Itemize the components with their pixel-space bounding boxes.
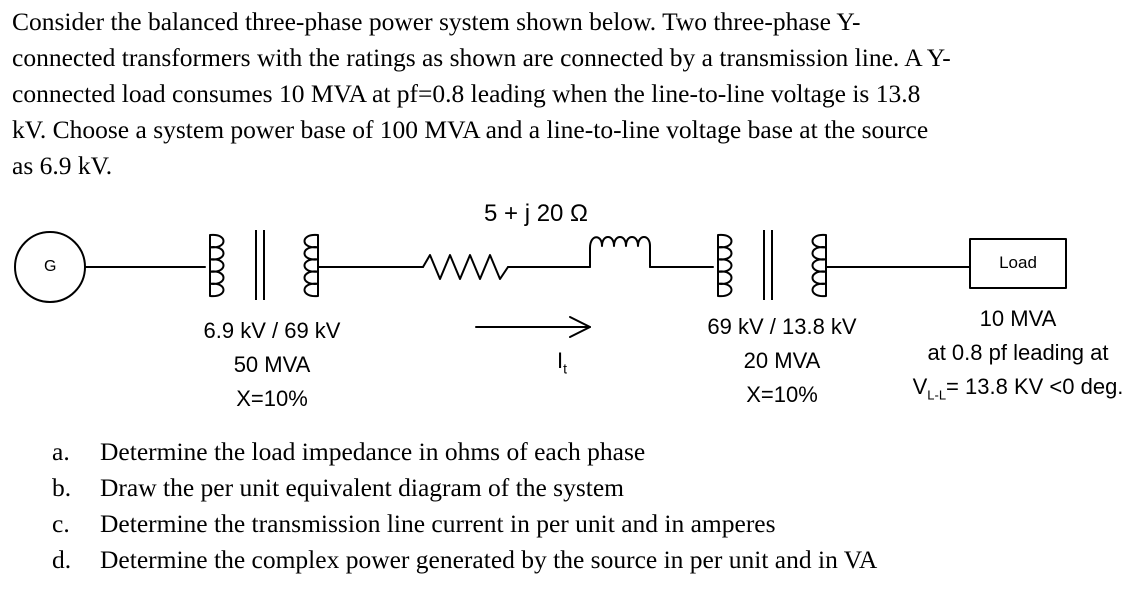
question-text: Determine the complex power generated by the source in per unit and in VA	[100, 545, 878, 574]
t2-voltage: 69 kV / 13.8 kV	[707, 314, 857, 339]
transformer-1-ratings	[204, 314, 341, 416]
resistor-symbol	[423, 255, 508, 279]
question-text: Determine the load impedance in ohms of each phase	[100, 437, 646, 466]
current-subscript: t	[563, 360, 568, 377]
t2-reactance: X=10%	[746, 382, 818, 407]
question-list	[52, 434, 1132, 578]
t2-primary-coil	[718, 235, 732, 296]
load-voltage: $V_{L-L}= 13.8$ KV <0 deg.	[912, 374, 1124, 403]
load-power-factor: at 0.8 pf leading at	[927, 340, 1109, 365]
t1-reactance: X=10%	[236, 386, 308, 411]
question-b	[52, 470, 1132, 506]
question-a	[52, 434, 1132, 470]
question-d	[52, 542, 1132, 578]
question-c	[52, 506, 1132, 542]
question-letter: c.	[52, 509, 70, 538]
t2-secondary-coil	[813, 235, 827, 296]
transformer-2-ratings	[707, 310, 856, 412]
problem-line-4: kV. Choose a system power base of 100 MVA and a line-to-line voltage base at the source	[12, 115, 929, 144]
question-letter: d.	[52, 545, 72, 574]
circuit-diagram	[0, 190, 1144, 425]
question-text: Determine the transmission line current in per unit and in amperes	[100, 509, 776, 538]
current-symbol: I	[557, 348, 564, 373]
load-power: 10 MVA	[979, 306, 1057, 331]
load-box-label: Load	[999, 253, 1037, 272]
t1-voltage: 6.9 kV / 69 kV	[203, 318, 341, 343]
question-letter: a.	[52, 437, 70, 466]
t2-rating: 20 MVA	[743, 348, 821, 373]
question-text: Draw the per unit equivalent diagram of the system	[100, 473, 625, 502]
problem-line-5: as 6.9 kV.	[12, 151, 113, 180]
line-impedance-label: 5 + j 20 Ω	[483, 200, 589, 227]
t1-primary-coil	[210, 235, 224, 296]
problem-line-2: connected transformers with the ratings as shown are connected by a transmission line. A Y-	[12, 43, 951, 72]
question-letter: b.	[52, 473, 72, 502]
problem-line-1: Consider the balanced three-phase power system shown below. Two three-phase Y-	[12, 7, 861, 36]
generator-label: G	[44, 258, 57, 275]
load-specification	[913, 302, 1124, 412]
transformer-coils	[210, 230, 826, 300]
line-current-label	[557, 344, 567, 385]
t1-secondary-coil	[305, 235, 319, 296]
t1-rating: 50 MVA	[233, 352, 311, 377]
problem-line-3: connected load consumes 10 MVA at pf=0.8 leading when the line-to-line voltage is 13.8	[12, 79, 921, 108]
inductor-symbol	[590, 237, 650, 248]
problem-statement	[12, 4, 1132, 184]
